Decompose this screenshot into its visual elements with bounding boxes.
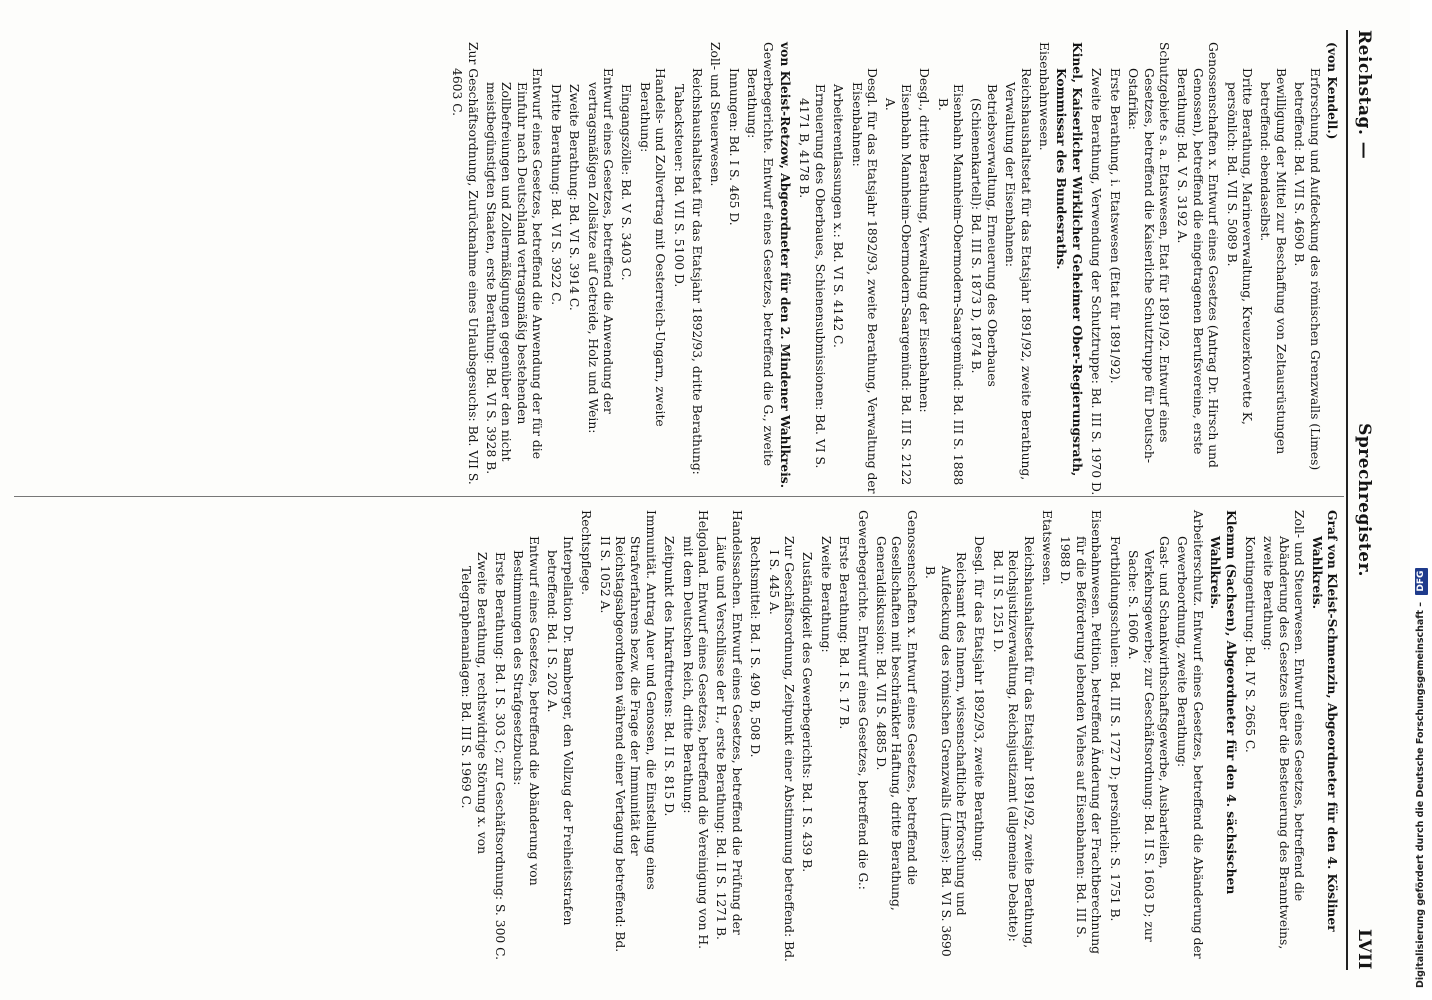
register-entry: Desgl., dritte Berathung, Verwaltung der Eisenbahnen: xyxy=(917,68,932,413)
register-entry: Schutzgebiete s. a. Etatswesen, Etat für 1891/92. Entwurf eines Gesetzes, betreffend die Kaiserliche Schutztruppe für Deutsch-Ostafrika: xyxy=(1126,42,1171,464)
register-entry: Erste Berathung: Bd. I S. 303 C; zur Geschäftsordnung: S. 300 C. xyxy=(493,552,508,961)
register-entry: Immunität. Antrag Auer und Genossen, die Einstellung eines Strafverfahrens bezw. die Frage der Immunität der Reichstagsabgeordneten während einer Vertagung betreffend: Bd. II S. 1052 A. xyxy=(597,510,658,953)
register-entry: Entwurf eines Gesetzes, betreffend die Anwendung der für die Einfuhr nach Deutschland vertragsmäßig bestehenden Zollbefreiungen und Zollermäßigungen gegenüber den nicht meistbegünstigten Staaten, erste Berathung: Bd. VI S. 3928 B. xyxy=(484,68,545,475)
register-entry: Reichshaushaltsetat für das Etatsjahr 1891/92, zweite Berathung, Reichsjustizverwaltung, Reichsjustizamt (allgemeine Debatte): Bd. II S. 1251 D. xyxy=(990,536,1036,949)
speaker-heading: (von Kendell.) xyxy=(1325,42,1340,140)
speaker-heading: Klemm (Sachsen), Abgeordneter für den 4. sächsischen Wahlkreis. xyxy=(1208,510,1239,895)
register-entry: Dritte Berathung: Bd. VI S. 3922 C. xyxy=(548,84,563,306)
register-entry: Erste Berathung, i. Etatswesen (Etat für 1891/92). xyxy=(1107,68,1122,384)
register-entry: Entwurf eines Gesetzes, betreffend die Abänderung von Bestimmungen des Strafgesetzbuchs: xyxy=(511,536,541,886)
register-entry: Reichsamt des Innern, wissenschaftliche Erforschung und Aufdeckung des römischen Grenzwalls (Limes): Bd. VI S. 3690 B. xyxy=(923,552,969,957)
register-entry: Etatswesen. xyxy=(1040,510,1055,586)
speaker-heading: von Kleist-Retzow, Abgeordneter für den 2. Mindener Wahlkreis. xyxy=(778,42,793,488)
register-entry: Handelssachen. Entwurf eines Gesetzes, betreffend die Prüfung der Läufe und Verschlüsse der H., erste Berathung: Bd. II S. 1271 B. xyxy=(714,510,744,940)
register-entry: Fortbildungsschulen: Bd. III S. 1727 D; persönlich: S. 1751 B. xyxy=(1107,536,1122,922)
register-entry: Zur Geschäftsordnung, Zurücknahme eines Urlaubsgesuchs: Bd. VII S. 4603 C. xyxy=(450,42,480,485)
register-entry: Handels- und Zollvertrag mit Oesterreich-Ungarn, zweite Berathung: xyxy=(637,68,668,427)
column-divider xyxy=(14,496,1344,497)
register-entry: Erste Berathung: Bd. I S. 17 B. xyxy=(837,536,852,730)
register-entry: Desgl. für das Etatsjahr 1892/93, zweite Berathung: xyxy=(972,536,987,862)
register-entry: Rechtspflege. xyxy=(579,510,594,596)
register-entry: Zur Geschäftsordnung, Zeitpunkt einer Abstimmung betreffend: Bd. I S. 445 A. xyxy=(766,536,796,962)
page-header xyxy=(1346,30,1384,970)
register-entry: Tabacksteuer: Bd. VII S. 5100 D. xyxy=(671,84,686,288)
register-entry: Zoll- und Steuerwesen. xyxy=(708,42,723,187)
register-entry: Genossenschaften x. Entwurf eines Gesetzes (Antrag Dr. Hirsch und Genossen), betreffend die eingetragenen Berufsvereine, erste Berathung: Bd. V S. 3192 A. xyxy=(1175,42,1221,468)
stamp-text: Digitalisierung gefördert durch die Deutsche Forschungsgemeinschaft – xyxy=(1415,601,1426,988)
register-entry: Desgl. für das Etatsjahr 1892/93, zweite Berathung, Verwaltung der Eisenbahnen: xyxy=(849,68,880,494)
speaker-heading: Kinel, Kaiserlicher Wirklicher Geheimer Ober-Regierungsrath, Kommissar des Bundesraths. xyxy=(1054,42,1085,477)
register-entry: Betriebsverwaltung, Erneuerung des Oberbaues (Schienenkartell): Bd. III S. 1873 D, 1874 B. xyxy=(969,84,999,387)
digitization-stamp xyxy=(1410,0,1432,1000)
register-entry: Zeitpunkt des Inkrafttretens: Bd. II S. 815 D. xyxy=(662,536,677,817)
dfg-logo: DFG xyxy=(1415,568,1428,595)
register-entry: Eisenbahn Mannheim-Obermodern-Saargemünd: Bd. III S. 2122 A. xyxy=(883,84,913,486)
register-entry: Dritte Berathung, Marineverwaltung, Kreuzerkorvette K, persönlich: Bd. VII S. 5089 B. xyxy=(1224,68,1254,425)
header-title: Sprechregister. xyxy=(1354,423,1374,577)
register-entry: Arbeiterentlassungen x.: Bd. VI S. 4142 C. xyxy=(831,84,846,348)
register-entry: Interpellation Dr. Bamberger, den Vollzug der Freiheitsstrafen betreffend: Bd. I S. 202 A. xyxy=(545,536,575,926)
page-number: LVII xyxy=(1354,928,1374,970)
register-entry: Gewerbegerichte. Entwurf eines Gesetzes, betreffend die G.: xyxy=(855,510,870,890)
register-entry: Zweite Berathung, Verwendung der Schutztruppe: Bd. III S. 1970 D. xyxy=(1089,68,1104,496)
speaker-heading: Graf von Kleist-Schmenzin, Abgeordneter für den 4. Kösliner Wahlkreis. xyxy=(1309,510,1340,932)
register-entry: Entwurf eines Gesetzes, betreffend die Anwendung der vertragsmäßigen Zollsätze auf Getreide, Holz und Wein: xyxy=(585,68,615,434)
register-entry: Reichshaushaltsetat für das Etatsjahr 1892/93, dritte Berathung: xyxy=(689,68,704,475)
register-entry: Zweite Berathung: xyxy=(818,536,833,653)
register-entry: Reichshaushaltsetat für das Etatsjahr 1891/92, zweite Berathung, Verwaltung der Eisenbahnen: xyxy=(1003,68,1033,481)
left-column xyxy=(446,42,1340,496)
register-entry: Erforschung und Aufdeckung des römischen Grenzwalls (Limes) betreffend: Bd. VII S. 4690 B. xyxy=(1292,68,1322,471)
register-entry: Zoll- und Steuerwesen. Entwurf eines Gesetzes, betreffend die Abänderung des Gesetzes über die Besteuerung des Branntweins, zweite Berathung: xyxy=(1261,510,1307,950)
register-entry: Erneuerung des Oberbaues, Schienensubmissionen: Bd. VI S. 4171 B, 4178 B. xyxy=(797,84,827,469)
register-entry: Zweite Berathung: Bd. VI S. 3914 C. xyxy=(567,84,582,311)
register-entry: Eisenbahnwesen. xyxy=(1037,42,1052,151)
register-entry: Arbeiterschutz. Entwurf eines Gesetzes, betreffend die Abänderung der Gewerbeordnung, zweite Berathung: xyxy=(1175,510,1205,959)
register-entry: Bewilligung der Mittel zur Beschaffung von Zeltausrüstungen betreffend: ebendaselbst. xyxy=(1258,68,1288,455)
register-entry: Genossenschaften x. Entwurf eines Gesetzes, betreffend die Gesellschaften mit beschränkter Haftung, dritte Berathung, Generaldiskussion: Bd. VII S. 4885 D. xyxy=(874,510,919,911)
register-entry: Eingangszölle: Bd. V S. 3403 C. xyxy=(619,84,634,281)
right-column xyxy=(455,510,1340,964)
register-entry: Innungen: Bd. I S. 465 D. xyxy=(726,68,741,226)
register-entry: Zuständigkeit des Gewerbegerichts: Bd. I S. 439 B. xyxy=(800,552,815,873)
register-entry: Eisenbahnwesen. Petition, betreffend Änderung der Frachtberechnung für die Beförderung lebenden Viehes auf Eisenbahnen: Bd. III S. 1988 D. xyxy=(1058,510,1104,955)
register-entry: Helgoland. Entwurf eines Gesetzes, betreffend die Vereinigung von H. mit dem Deutschen Reich, dritte Berathung: xyxy=(680,510,710,950)
register-entry: Rechtsmittel: Bd. I S. 490 B, 508 D. xyxy=(748,536,763,758)
register-entry: Gewerbegerichte. Entwurf eines Gesetzes, betreffend die G., zweite Berathung: xyxy=(745,42,775,466)
register-entry: Zweite Berathung, rechtswidrige Störung x. von Telegraphenanlagen: Bd. III S. 1969 C. xyxy=(459,552,489,855)
register-entry: Gast- und Schankwirthschaftsgewerbe, Ausbarteilen, Verkehrsgewerbe; zur Geschäftsordnung: Bd. II S. 1603 D; zur Sache: S. 1606 A. xyxy=(1126,536,1171,942)
header-left: Reichstag. — xyxy=(1354,30,1374,160)
register-entry: Kontingentirung: Bd. IV S. 2665 C. xyxy=(1242,536,1257,753)
register-entry: Eisenbahn Mannheim-Obermodern-Saargemünd: Bd. III S. 1888 B. xyxy=(935,84,966,486)
